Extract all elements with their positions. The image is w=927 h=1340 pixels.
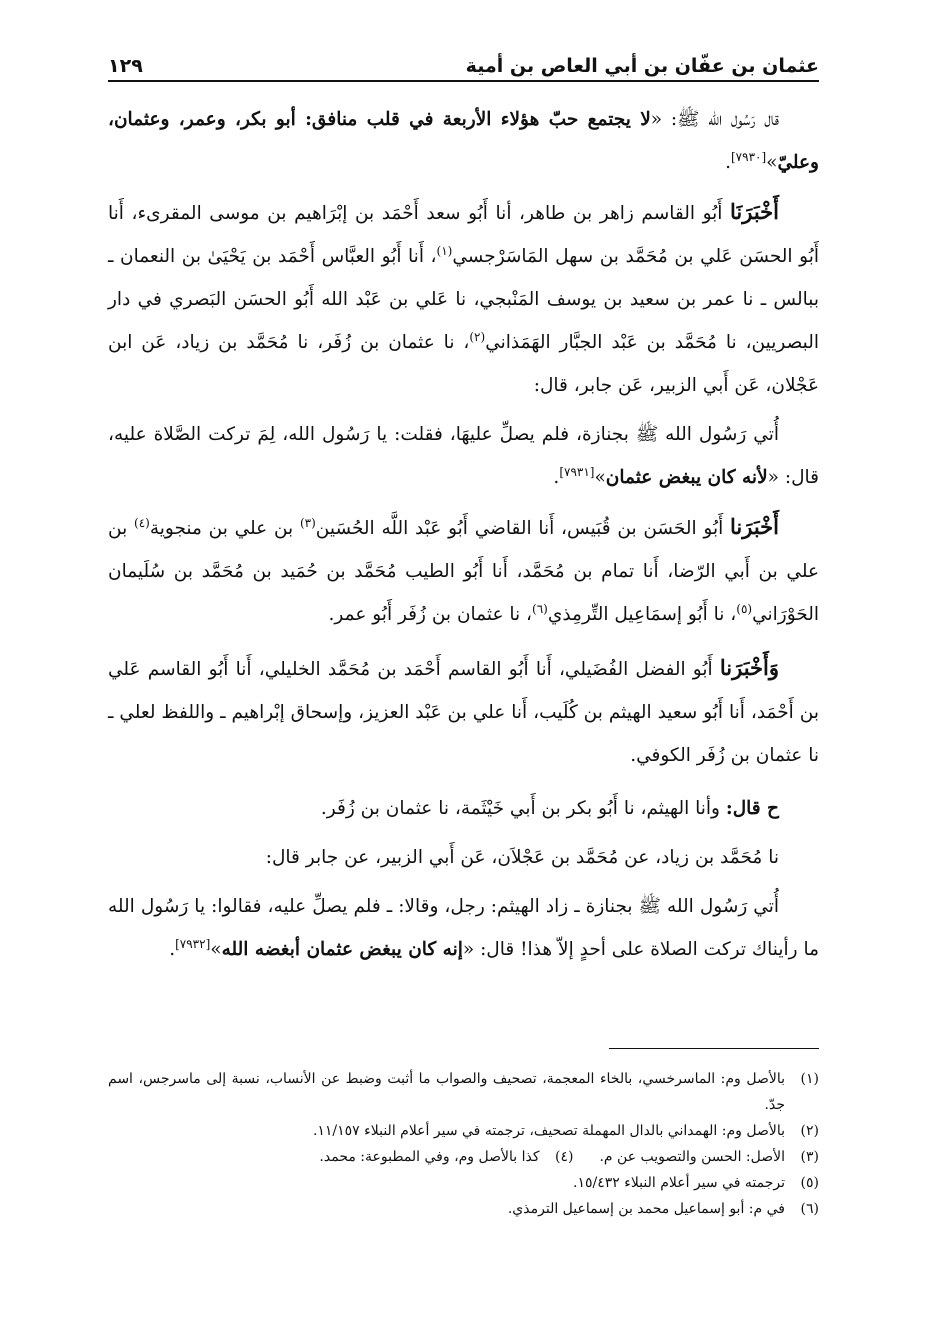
hadith-quote: إنه كان يبغض عثمان أبغضه الله: [221, 939, 463, 960]
footnote-marker[interactable]: (١): [436, 243, 453, 258]
isnad-text: ، أَنا أَبُو العبَّاس أَحْمَد بن يَحْيَىٰ بن النعمان ـ ببالس ـ نا عمر بن سعيد بن يوسف المَنْبجي، نا عَلي بن عَبْد الله أَبُو الحسَن البَصري في دار البصريين، نا مُحَمَّد بن عَبْد الجبَّار الهَمَذاني: [108, 246, 819, 353]
footnote-number: (١): [800, 1071, 819, 1087]
footnote-marker[interactable]: (٣): [299, 515, 316, 530]
footnotes: [108, 1066, 819, 1222]
hadith-intro: قال رَسُول الله ﷺ: «: [650, 109, 779, 130]
quote-close: »: [766, 152, 778, 173]
footnote-item: [108, 1118, 819, 1144]
isnad-text: أَبُو الفضل الفُضَيلي، أَنا أَبُو القاسم أَحْمَد بن مُحَمَّد الخليلي، أَنا أَبُو القاسم عَلي بن أَحْمَد، أَنا أَبُو سعيد الهيثم بن كُلَيب، أَنا علي بن عَبْد العزيز، وإسحاق إبْراهيم ـ واللفظ لعلي ـ نا عثمان بن زُفَر الكوفي.: [108, 659, 819, 766]
paragraph-end: .: [169, 939, 176, 960]
hadith-number: [٧٩٣٠]: [730, 149, 767, 164]
main-text: [108, 98, 819, 977]
paragraph-isnad-4: [108, 836, 819, 879]
footnote-marker[interactable]: (٢): [469, 329, 486, 344]
paragraph-isnad-1: [108, 190, 819, 407]
footnote-number: (٢): [800, 1123, 819, 1139]
isnad-text: أَبُو الحَسَن بن قُبَيس، أَنا القاضي أَبُو عَبْد اللَّه الحُسَين: [315, 518, 731, 539]
header-rule: [108, 80, 819, 82]
page-header: [108, 38, 819, 76]
hadith-number: [٧٩٣١]: [559, 464, 595, 479]
footnote-marker[interactable]: (٦): [532, 601, 548, 616]
footnote-text: بالأصل وم: الماسرخسي، بالخاء المعجمة، تصحيف والصواب ما أثبت وضبط عن الأنساب، نسبة إلى ماسرجس، اسم جدّ.: [108, 1071, 785, 1113]
footnote-number: (٦): [800, 1201, 819, 1217]
paragraph-hadith-1: [108, 98, 819, 184]
paragraph-hadith-3: [108, 885, 819, 971]
isnad-text: ، نا أَبُو إسمَاعِيل التِّرمِذي: [547, 604, 737, 625]
hadith-quote: لا يجتمع حبّ هؤلاء الأربعة في قلب منافق: أبو بكر، وعمر، وعثمان، وعليّ: [108, 109, 819, 173]
paragraph-isnad-2: [108, 505, 819, 636]
hadith-intro: أُتي رَسُول الله ﷺ بجنازة، فلم يصلِّ عليهَا، فقلت: يا رَسُول الله، لِمَ تركت الصَّلاة عليه، قال: «: [108, 424, 819, 488]
isnad-text: وأنا الهيثم، نا أَبُو بكر بن أَبي خَيْثَمة، نا عثمان بن زُفَر.: [320, 798, 726, 819]
quote-close: »: [210, 939, 222, 960]
paragraph-isnad-3: [108, 646, 819, 777]
page-number: ١٢٩: [108, 55, 143, 77]
footnote-number: (٣): [800, 1149, 819, 1165]
footnote-number: (٥): [800, 1175, 819, 1191]
footnote-text: ترجمته في سير أعلام النبلاء ١٥/٤٣٢.: [573, 1175, 785, 1191]
footnote-item: [319, 1144, 573, 1170]
footnote-item: [599, 1144, 819, 1170]
footnote-marker[interactable]: (٥): [736, 601, 753, 616]
paragraph-end: .: [725, 152, 731, 173]
hadith-intro: أُتي رَسُول الله ﷺ بجنازة ـ زاد الهيثم: رجل، وقالا: ـ فلم يصلِّ عليه، فقالوا: يا رَسُول الله ما رأيناك تركت الصلاة على أحدٍ إلاّ هذا! قال: «: [108, 896, 819, 960]
running-title: عثمان بن عفّان بن أبي العاص بن أمية: [465, 55, 819, 77]
hadith-quote: لأنه كان يبغض عثمان: [605, 467, 768, 488]
paragraph-end: .: [553, 467, 560, 488]
isnad-text: نا مُحَمَّد بن زياد، عن مُحَمَّد بن عَجْلاَن، عَن أَبي الزبير، عن جابر قال:: [265, 847, 779, 868]
footnote-text: في م: أبو إسماعيل محمد بن إسماعيل الترمذي.: [507, 1201, 785, 1217]
footnote-item: [108, 1170, 819, 1196]
akhbarana-lead: أَخْبَرَنا: [730, 514, 779, 539]
isnad-text: ، نا عثمان بن زُفَر أَبُو عمر.: [328, 604, 533, 625]
footnote-marker[interactable]: (٤): [134, 515, 150, 530]
ha-qal-lead: ح قال:: [725, 798, 779, 819]
footnote-text: الأصل: الحسن والتصويب عن م.: [599, 1149, 785, 1165]
footnote-rule: [609, 1048, 819, 1049]
footnote-item: [108, 1196, 819, 1222]
quote-close: »: [594, 467, 606, 488]
isnad-text: أَبُو القاسم زاهر بن طاهر، أنا أَبُو سعد أَحْمَد بن إبْرَاهيم بن موسى المقرىء، أَنا أَبُو الحسَن عَلي بن مُحَمَّد بن سهل المَاسَرْجسي: [108, 203, 819, 267]
wa-akhbarana-lead: وَأَخْبَرَنا: [719, 655, 779, 680]
footnote-row: [108, 1144, 819, 1170]
isnad-text: بن علي بن أَبي الرّضا، أَنا تمام بن مُحَمَّد، أَنا أَبُو الطيب مُحَمَّد بن حُمَيد بن مُحَمَّد بن سُلَيمان الحَوْرَاني: [108, 518, 819, 625]
paragraph-ha-qal: [108, 787, 819, 830]
paragraph-hadith-2: [108, 413, 819, 499]
hadith-number: [٧٩٣٢]: [175, 936, 211, 951]
footnote-text: كذا بالأصل وم، وفي المطبوعة: محمد.: [319, 1149, 540, 1165]
footnote-text: بالأصل وم: الهمداني بالدال المهملة تصحيف، ترجمته في سير أعلام النبلاء ١١/١٥٧.: [312, 1123, 785, 1139]
isnad-text: بن علي بن منجوية: [149, 518, 300, 539]
akhbarana-lead: أَخْبَرَنَا: [730, 199, 779, 224]
footnote-number: (٤): [555, 1149, 574, 1165]
footnote-item: [108, 1066, 819, 1118]
isnad-text: ، نا عثمان بن زُفَر، نا مُحَمَّد بن زياد، عَن ابن عَجْلان، عَن أَبي الزبير، عَن جابر، قال:: [108, 332, 819, 396]
